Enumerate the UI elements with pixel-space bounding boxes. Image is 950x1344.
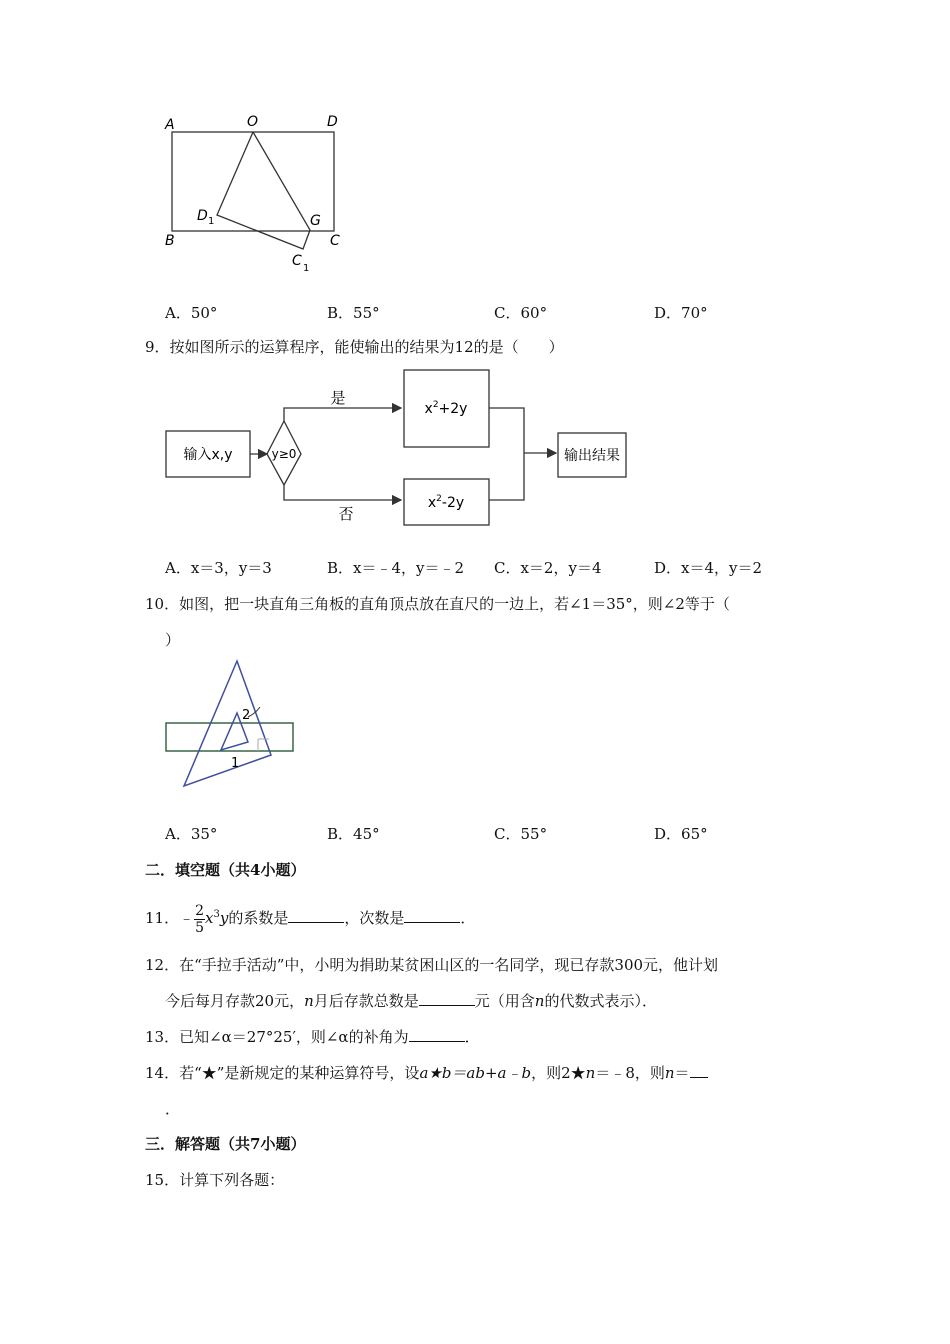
q11-blank-1[interactable]	[288, 908, 344, 923]
q9-option-b: B．x＝﹣4，y＝﹣2	[327, 559, 465, 577]
q11	[145, 895, 475, 938]
q10-stem-line1: 10．如图，把一块直角三角板的直角顶点放在直尺的一边上，若∠1＝35°，则∠2等于（	[145, 595, 730, 613]
q11-frac-den: 5	[195, 919, 205, 936]
q8-option-d: D．70°	[654, 304, 708, 322]
q11-sup: 3	[213, 909, 220, 920]
label-g: G	[310, 213, 321, 229]
q11-frac-num: 2	[195, 902, 205, 919]
label-d: D	[327, 114, 338, 130]
q14-n: n	[585, 1064, 596, 1082]
q12-n: n	[304, 992, 314, 1010]
output-label: 输出结果	[564, 448, 620, 464]
yes-label: 是	[330, 389, 346, 407]
q12-line1: 12．在“手拉手活动”中，小明为捐助某贫困山区的一名同学，现已存款300元，他计划	[145, 956, 719, 974]
q8-option-c: C．60°	[494, 304, 548, 322]
label-c: C	[330, 233, 340, 249]
q9-option-a: A．x＝3，y＝3	[165, 559, 272, 577]
label-o: O	[247, 114, 259, 130]
expr-top: $x^2+2y$	[424, 400, 468, 417]
q10-option-b: B．45°	[327, 825, 380, 843]
label-a: A	[165, 117, 175, 133]
q14-line2: ．	[165, 1100, 181, 1118]
q11-text2: ，次数是	[344, 909, 405, 927]
q11-fraction	[194, 903, 205, 936]
q13	[145, 1027, 480, 1047]
label-c1: C	[292, 253, 302, 269]
q14-text-c: ＝﹣8，则	[595, 1064, 665, 1082]
q14-blank[interactable]	[690, 1063, 708, 1078]
q11-end: ．	[460, 909, 476, 927]
q14-line1	[145, 1063, 708, 1083]
q12-line2-c: 元（用含	[474, 992, 535, 1010]
angle-2-label: 2	[242, 708, 251, 723]
q11-var-y: y	[219, 909, 229, 927]
q12-line2-a: 今后每月存款20元，	[165, 992, 305, 1010]
q12-line2	[165, 991, 657, 1011]
q8-option-b: B．55°	[327, 304, 380, 322]
angle-1-label: 1	[231, 756, 240, 771]
q9-flowchart	[160, 365, 635, 530]
q12-line2-d: 的代数式表示）．	[544, 992, 657, 1010]
q14-expr: a★b＝ab+a﹣b	[419, 1064, 532, 1082]
q9-option-d: D．x＝4，y＝2	[654, 559, 763, 577]
q11-var-x: x	[205, 909, 214, 927]
q11-neg: ﹣	[179, 909, 195, 927]
q11-blank-2[interactable]	[404, 908, 460, 923]
q15: 15．计算下列各题：	[145, 1171, 285, 1189]
q14-n2: n	[664, 1064, 675, 1082]
q8-option-a: A．50°	[165, 304, 218, 322]
q12-blank[interactable]	[419, 991, 475, 1006]
section-2-title: 二．填空题（共4小题）	[145, 861, 306, 879]
label-d1-sub: 1	[208, 216, 215, 227]
q8-figure	[155, 105, 365, 280]
q13-blank[interactable]	[409, 1027, 465, 1042]
q14-text-a: 14．若“★”是新规定的某种运算符号，设	[145, 1064, 420, 1082]
q10-figure	[160, 655, 300, 795]
q10-stem-line2: ）	[165, 631, 181, 649]
label-d1: D	[197, 208, 208, 224]
q10-option-c: C．55°	[494, 825, 548, 843]
q12-n2: n	[534, 992, 545, 1010]
q9-option-c: C．x＝2，y＝4	[494, 559, 602, 577]
q12-line2-b: 月后存款总数是	[313, 992, 419, 1010]
no-label: 否	[338, 505, 354, 523]
q13-end: ．	[464, 1028, 480, 1046]
q10-option-d: D．65°	[654, 825, 708, 843]
section-3-title: 三．解答题（共7小题）	[145, 1135, 306, 1153]
expr-bottom: $x^2-2y$	[427, 494, 465, 511]
condition-label: y≥0	[271, 447, 297, 461]
q9-stem: 9．按如图所示的运算程序，能使输出的结果为12的是（ ）	[145, 338, 564, 356]
input-label: 输入x,y	[183, 447, 233, 463]
q14-text-d: ＝	[674, 1064, 690, 1082]
q13-text: 13．已知∠α＝27°25′，则∠α的补角为	[145, 1028, 409, 1046]
q11-text1: 的系数是	[228, 909, 289, 927]
label-b: B	[165, 233, 175, 249]
q11-number: 11．	[145, 909, 180, 927]
label-c1-sub: 1	[303, 263, 310, 274]
q10-option-a: A．35°	[165, 825, 218, 843]
q14-text-b: ，则2★	[531, 1064, 586, 1082]
